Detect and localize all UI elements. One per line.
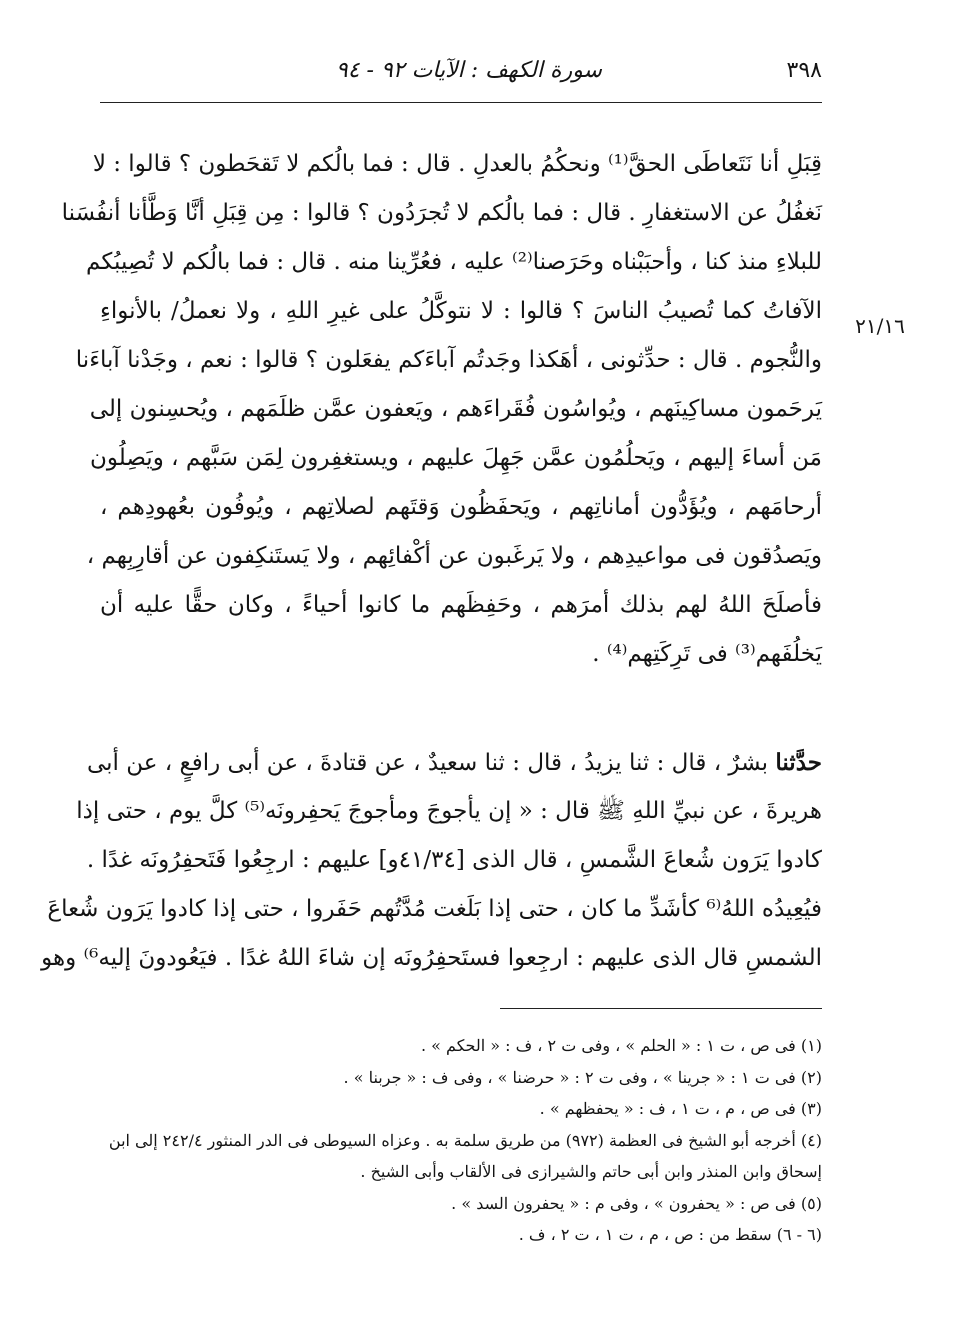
paragraph-2 [41, 738, 822, 983]
text-line-rest: بشرٌ ، قال : ثنا يزيدُ ، قال : ثنا سعيدٌ ، عن قتادةَ ، عن أبى رافعٍ ، عن أبى [86, 750, 769, 776]
page-header [100, 58, 822, 98]
footnote: (٤) أخرجه أبو الشيخ فى العظمة (٩٧٢) من طريق سلمة به . وعزاه السيوطى فى الدر المنثور ٢٤٢/٤ إلى ابن [108, 1130, 822, 1150]
footnote: (٦ - ٦) سقط من : ص ، م ، ت ١ ، ت ٢ ، ف . [518, 1225, 822, 1244]
text-line: هريرةَ ، عن نبيِّ اللهِ ﷺ قال : « إن يأجوجَ ومأجوجَ يَحفِرونَه⁽⁵⁾ كلَّ يوم ، حتى إذا [76, 798, 822, 824]
footnote: (٥) فى ص : « يحفرون » ، وفى م : « يحفرون السد » . [451, 1193, 822, 1213]
text-line: نَغفُلُ عن الاستغفارِ . قال : فما بالُكم لا تُجرَدُون ؟ قالوا : مِن قِبَلِ أنَّا وَطَّأنا أنفُسَنا [61, 200, 822, 226]
footnote: (٣) فى ص ، م ، ت ١ ، ف : « يحفظهم » . [539, 1099, 822, 1118]
footnotes [100, 1030, 822, 1251]
text-line: مَن أساءَ إليهم ، ويَحلُمُون عمَّن جَهِلَ عليهم ، ويستغفِرون لِمَن سَبَّهم ، ويَصِلُون [89, 445, 822, 471]
text-line: قِبَلِ أنا نَتَعاطَى الحقَّ⁽¹⁾ ونحكُمُ بالعدلِ . قال : فما بالُكم لا تَقحَطون ؟ قالوا : لا [92, 151, 822, 177]
running-title: سورة الكهف : الآيات ٩٢ - ٩٤ [335, 58, 602, 83]
text-line: الشمسِ قال الذى عليهم : ارجِعوا فستَحفِرُونَه إن شاءَ اللهُ غدًا . فيَعُودونَ إليه⁶⁾ وهو [41, 945, 822, 971]
text-line: الآفاتُ كما تُصيبُ الناسَ ؟ قالوا : لا نتوكَّلُ على غيرِ اللهِ ، ولا نعملُ/ بالأنواءِ [100, 298, 822, 324]
text-line: يَخلُفَهم⁽³⁾ فى تَرِكَتِهم⁽⁴⁾ . [592, 641, 822, 667]
text-line: أرحامَهم ، ويُؤَدُّون أماناتِهم ، ويَحفَظُون وَقتَهم لصلاتِهم ، ويُوفُون بعُهودِهم ، [100, 494, 823, 520]
text-line: والنُّجوم . قال : حدِّثونى ، أهَكذا وجَدتُم آباءَكم يفعَلون ؟ قالوا : نعم ، وجَدْنا آباءَنا [75, 347, 822, 373]
footnote: (٢) فى ت ١ : « جرينا » ، وفى ت ٢ : « حرضنا » ، وفى ف : « جربنا » . [343, 1067, 822, 1087]
text-line: فيُعِيدُه اللهُ⁽⁶ كأشَدِّ ما كان ، حتى إذا بَلَغت مُدَّتُهم حَفَروا ، حتى إذا كادوا يَرَون شُعاعَ [47, 896, 822, 922]
header-rule [100, 102, 822, 103]
footnote-rule [500, 1008, 822, 1009]
footnote-continuation: إسحاق وابن المنذر وابن أبى حاتم والشيرازى فى الألقاب وأبى الشيخ . [360, 1162, 822, 1181]
text-line [86, 738, 822, 787]
text-line: للبلاءِ منذ كنا ، وأحبَبْناه وحَرَصنا⁽²⁾ عليه ، فعُرِّينا منه . قال : فما بالُكم لا تُصِيبُكم [86, 249, 822, 275]
paragraph-1 [61, 140, 823, 679]
text-line: كادوا يَرَون شُعاعَ الشَّمسِ ، قال الذى [٤١/٣٤و] عليهم : ارجِعُوا فَتَحفِرُونَه غدًا . [86, 847, 822, 873]
page-number: ٣٩٨ [786, 58, 822, 83]
text-line: ويَصدُقون فى مواعيدِهم ، ولا يَرغَبون عن أكْفائِهم ، ولا يَستَنكِفون عن أقارِبِهم ، [86, 543, 822, 569]
footnote: (١) فى ص ، ت ١ : « الحلم » ، وفى ت ٢ ، ف : « الحكم » . [421, 1036, 822, 1055]
marginal-reference: ٢١/١٦ [855, 314, 905, 338]
text-line: يَرحَمون مساكِينَهم ، ويُواسُون فُقَراءَهم ، ويَعفون عمَّن ظلَمَهم ، ويُحسِنون إلى [89, 396, 822, 422]
paragraph-lead: حدَّثنا [775, 749, 822, 776]
text-line: فأصلَحَ اللهُ لهم بذلك أمرَهم ، وحَفِظَهم ما كانوا أحياءً ، وكان حقًّا عليه أن [100, 592, 822, 618]
